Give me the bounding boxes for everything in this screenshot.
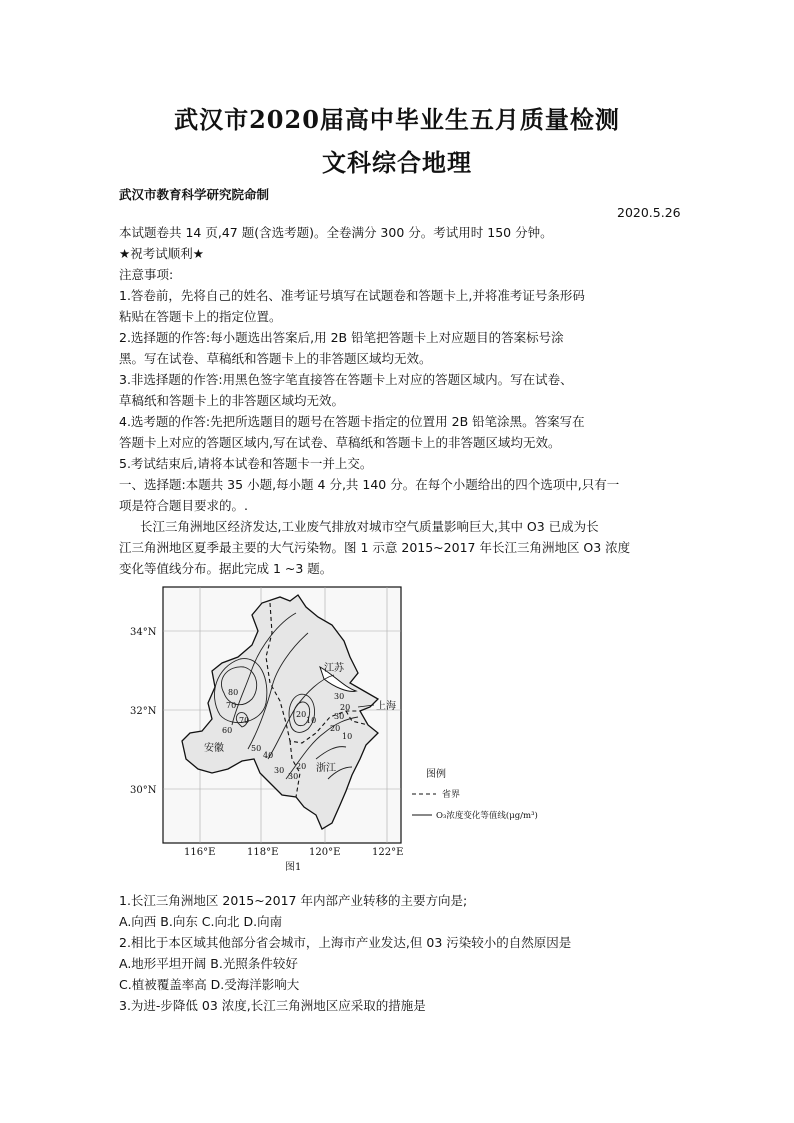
passage-text: 江三角洲地区夏季最主要的大气污染物。图 1 示意 2015~2017 年长江三角洲地区 O3 浓度 xyxy=(119,540,631,555)
contour-label: 20 xyxy=(340,703,351,712)
notice-heading: 注意事项: xyxy=(119,267,174,282)
contour-label: 30 xyxy=(274,766,285,775)
notice-item: 草稿纸和答题卡上的非答题区域均无效。 xyxy=(119,393,345,408)
contour-label: 70 xyxy=(239,716,250,725)
notice-item: 答题卡上对应的答题区域内,写在试卷、草稿纸和答题卡上的非答题区域均无效。 xyxy=(119,435,561,450)
passage-text: 变化等值线分布。据此完成 1 ~3 题。 xyxy=(119,561,333,576)
o3-contour-map xyxy=(120,583,580,875)
lat-label: 34°N xyxy=(130,627,157,638)
notice-item: 2.选择题的作答:每小题选出答案后,用 2B 铅笔把答题卡上对应题目的答案标号涂 xyxy=(119,330,564,345)
page-subtitle: 文科综合地理 xyxy=(322,148,472,177)
longitude-labels xyxy=(184,847,403,858)
notice-item: 5.考试结束后,请将本试卷和答题卡一并上交。 xyxy=(119,456,373,471)
contour-label: 80 xyxy=(228,688,239,697)
section-instructions: 项是符合题目要求的。. xyxy=(119,498,248,513)
issuing-organization: 武汉市教育科学研究院命制 xyxy=(119,187,270,202)
contour-label: 10 xyxy=(342,732,353,741)
lon-label: 118°E xyxy=(247,847,279,858)
lat-label: 30°N xyxy=(130,785,157,796)
contour-label: 20 xyxy=(296,710,307,719)
contour-label: 50 xyxy=(251,744,262,753)
contour-label: 30 xyxy=(288,772,299,781)
figure-caption: 图1 xyxy=(285,862,302,873)
exam-date: 2020.5.26 xyxy=(617,205,681,220)
contour-label: 60 xyxy=(222,726,233,735)
contour-label: 70 xyxy=(226,701,237,710)
lon-label: 116°E xyxy=(184,847,216,858)
legend-contour: O₃浓度变化等值线(μg/m³) xyxy=(436,811,538,821)
latitude-labels xyxy=(130,627,157,796)
contour-label: 40 xyxy=(263,751,274,760)
legend-title: 图例 xyxy=(426,769,446,780)
notice-item: 1.答卷前，先将自己的姓名、准考证号填写在试题卷和答题卡上,并将准考证号条形码 xyxy=(119,288,585,303)
contour-label: 30 xyxy=(334,692,345,701)
question-2: 2.相比于本区域其他部分省会城市，上海市产业发达,但 03 污染较小的自然原因是 xyxy=(119,935,572,950)
lon-label: 120°E xyxy=(309,847,341,858)
legend-province: 省界 xyxy=(442,790,461,800)
question-3: 3.为进-步降低 03 浓度,长江三角洲地区应采取的措施是 xyxy=(119,998,426,1013)
page-title: 武汉市2020届高中毕业生五月质量检测 xyxy=(174,105,620,134)
lat-label: 32°N xyxy=(130,706,157,717)
question-2-options: A.地形平坦开阔 B.光照条件较好 xyxy=(119,956,298,971)
notice-item: 黑。写在试卷、草稿纸和答题卡上的非答题区域均无效。 xyxy=(119,351,432,366)
region-zhejiang: 浙江 xyxy=(316,763,336,774)
region-jiangsu: 江苏 xyxy=(324,663,344,674)
exam-info: 本试题卷共 14 页,47 题(含选考题)。全卷满分 300 分。考试用时 150 分钟。 xyxy=(119,225,553,240)
notice-item: 粘贴在答题卡上的指定位置。 xyxy=(119,309,282,324)
question-1: 1.长江三角洲地区 2015~2017 年内部产业转移的主要方向是; xyxy=(119,893,468,908)
passage-text: 长江三角洲地区经济发达,工业废气排放对城市空气质量影响巨大,其中 O3 已成为长 xyxy=(140,519,599,534)
question-2-options: C.植被覆盖率高 D.受海洋影响大 xyxy=(119,977,300,992)
good-luck: ★祝考试顺利★ xyxy=(119,246,204,261)
notice-item: 4.选考题的作答:先把所选题目的题号在答题卡指定的位置用 2B 铅笔涂黑。答案写在 xyxy=(119,414,585,429)
region-shanghai: 上海 xyxy=(376,701,396,712)
contour-label: 20 xyxy=(330,724,341,733)
contour-label: 20 xyxy=(296,762,307,771)
lon-label: 122°E xyxy=(372,847,404,858)
map-legend xyxy=(412,767,538,821)
contour-label: 10 xyxy=(306,716,317,725)
notice-item: 3.非选择题的作答:用黑色签字笔直接答在答题卡上对应的答题区域内。写在试卷、 xyxy=(119,372,573,387)
question-1-options: A.向西 B.向东 C.向北 D.向南 xyxy=(119,914,283,929)
region-anhui: 安徽 xyxy=(204,743,224,754)
contour-label: 30 xyxy=(334,712,345,721)
section-instructions: 一、选择题:本题共 35 小题,每小题 4 分,共 140 分。在每个小题给出的四个选项中,只有一 xyxy=(119,477,620,492)
